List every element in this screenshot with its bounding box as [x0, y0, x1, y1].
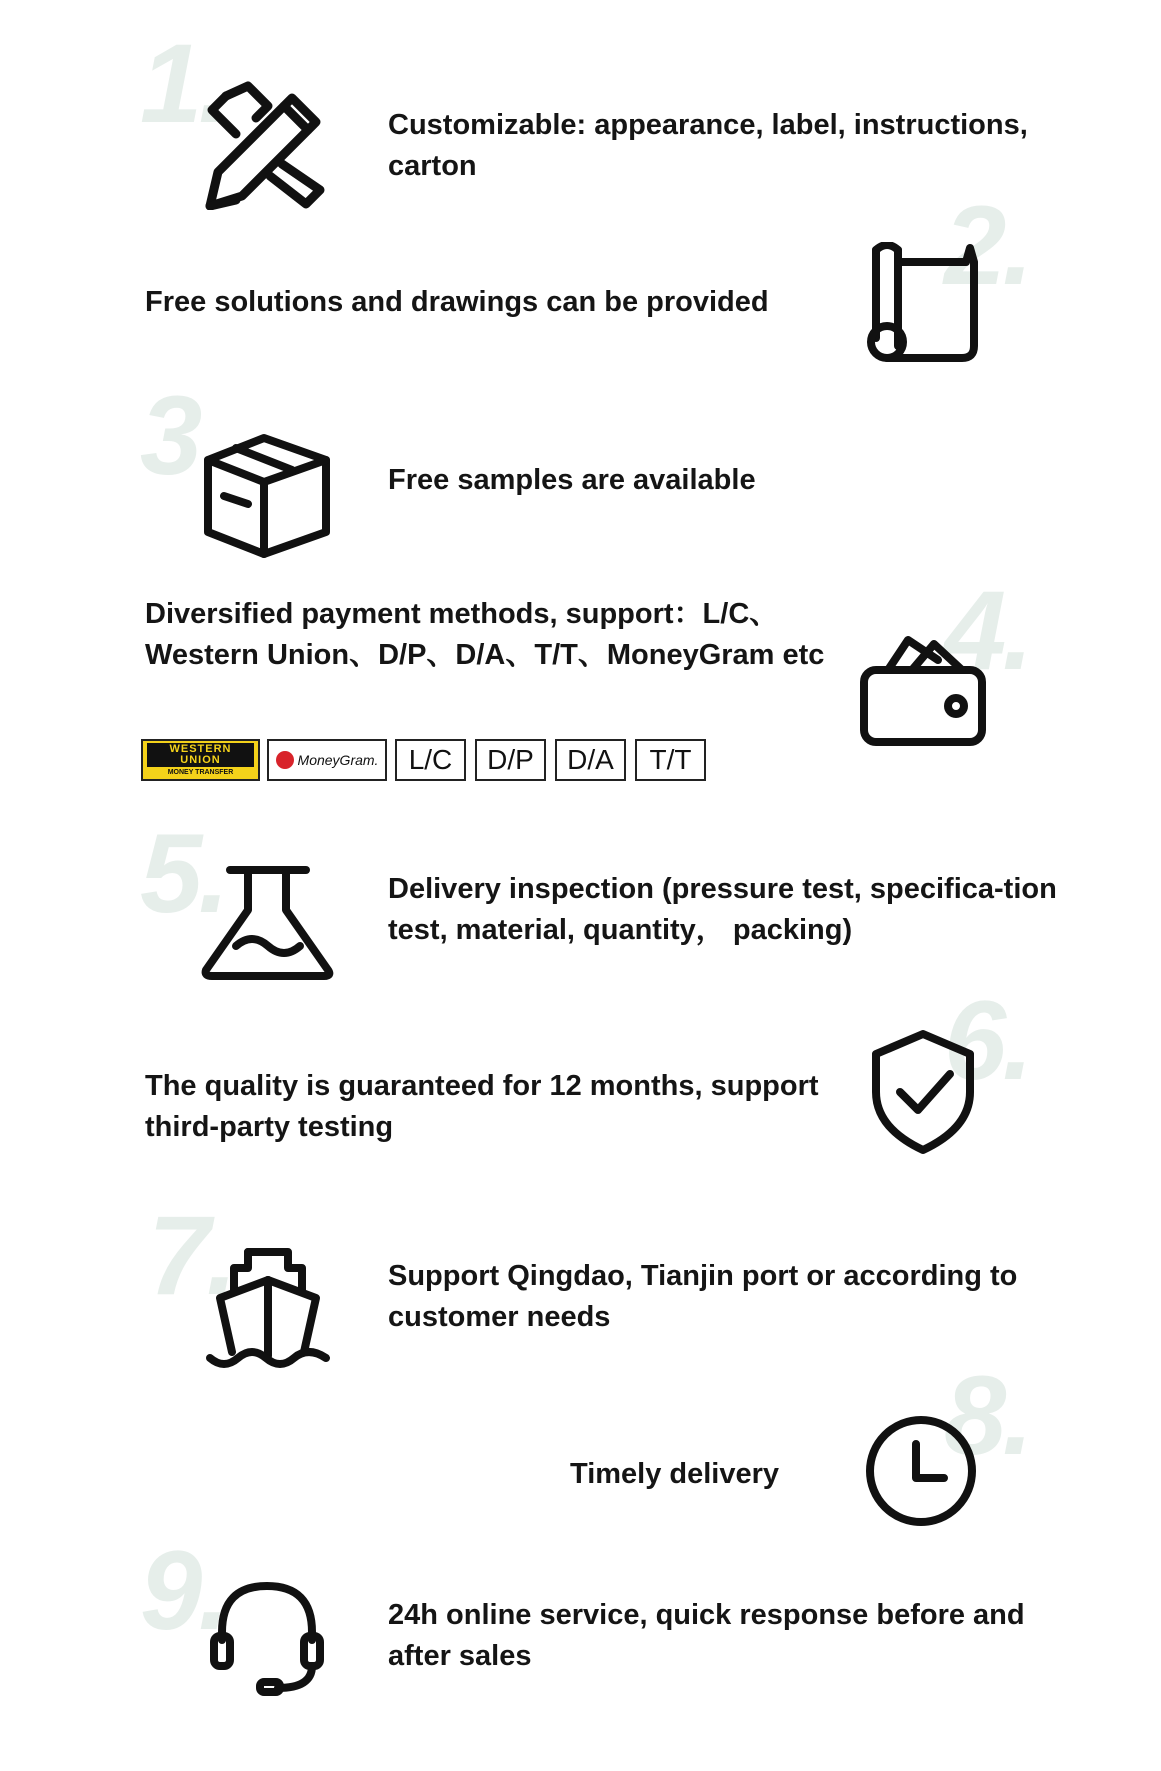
feature-text-3: Free samples are available — [388, 464, 756, 496]
feature-number-8: 8. — [944, 1353, 1030, 1478]
feature-number-7: 7. — [148, 1193, 234, 1318]
feature-number-3: 3 — [140, 373, 199, 498]
feature-text-2: Free solutions and drawings can be provided — [145, 286, 769, 318]
feature-number-2: 2. — [944, 183, 1030, 308]
flask-icon — [200, 866, 335, 981]
feature-text-1: Customizable: appearance, label, instructions, carton — [388, 109, 1028, 182]
moneygram-logo-icon — [276, 751, 294, 769]
tt-badge: T/T — [635, 739, 706, 781]
western-union-sublabel: MONEY TRANSFER — [167, 769, 234, 776]
feature-text-9: 24h online service, quick response before and after sales — [388, 1599, 1025, 1672]
feature-number-4: 4. — [944, 568, 1030, 693]
ship-icon — [206, 1246, 331, 1371]
shield-check-icon — [866, 1028, 981, 1156]
feature-number-5: 5. — [140, 811, 226, 936]
feature-number-1: 1. — [140, 21, 226, 146]
clock-icon — [864, 1414, 979, 1529]
box-icon — [200, 430, 335, 560]
pencil-ruler-icon — [196, 80, 336, 210]
feature-number-9: 9. — [140, 1528, 226, 1653]
moneygram-badge — [267, 739, 387, 781]
headset-icon — [208, 1578, 326, 1696]
feature-text-4: Diversified payment methods, support：L/C、Western Union、D/P、D/A、T/T、MoneyGram etc — [145, 598, 825, 671]
moneygram-label: MoneyGram. — [297, 752, 379, 768]
feature-text-8: Timely delivery — [570, 1458, 780, 1490]
da-badge: D/A — [555, 739, 626, 781]
western-union-badge — [141, 739, 260, 781]
feature-number-6: 6. — [944, 978, 1030, 1103]
blueprint-scroll-icon — [858, 242, 988, 367]
lc-badge: L/C — [395, 739, 466, 781]
feature-text-6: The quality is guaranteed for 12 months, support third-party testing — [145, 1070, 819, 1143]
western-union-label: WESTERN UNION — [147, 743, 254, 767]
feature-text-7: Support Qingdao, Tianjin port or according to customer needs — [388, 1260, 1018, 1333]
dp-badge: D/P — [475, 739, 546, 781]
feature-text-5: Delivery inspection (pressure test, specifica-tion test, material, quantity， packing) — [388, 873, 1057, 946]
wallet-icon — [858, 630, 988, 750]
